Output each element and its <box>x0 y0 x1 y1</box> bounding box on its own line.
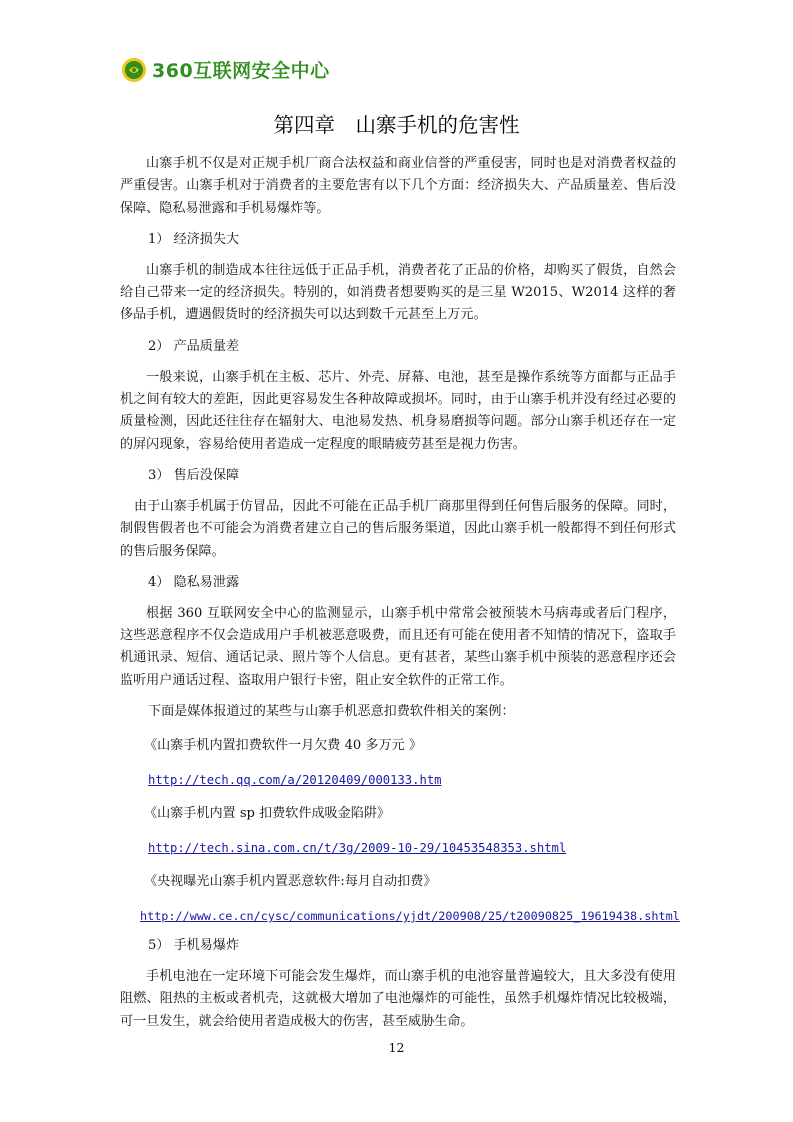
emblem-icon <box>121 57 147 83</box>
section-heading: 5） 手机易爆炸 <box>148 938 240 954</box>
section-heading: 1） 经济损失大 <box>148 231 240 247</box>
cases-intro: 下面是媒体报道过的某些与山寨手机恶意扣费软件相关的案例： <box>148 704 515 720</box>
case-link[interactable]: http://tech.qq.com/a/20120409/000133.htm <box>148 773 442 788</box>
case-link[interactable]: http://www.ce.cn/cysc/communications/yjdt/200908/25/t20090825_19619438.shtml <box>140 909 680 924</box>
page-number: 12 <box>388 1040 405 1055</box>
section-paragraph: 由于山寨手机属于仿冒品，因此不可能在正品手机厂商那里得到任何售后服务的保障。同时，制假售假者也不可能会为消费者建立自己的售后服务渠道，因此山寨手机一般都得不到任何形式的售后服务保障。 <box>120 498 676 559</box>
section-paragraph: 一般来说，山寨手机在主板、芯片、外壳、屏幕、电池，甚至是操作系统等方面都与正品手机之间有较大的差距，因此更容易发生各种故障或损坏。同时，由于山寨手机并没有经过必要的质量检测，因此还往往存在辐射大、电池易发热、机身易磨损等问题。部分山寨手机还存在一定的屏闪现象，容易给使用者造成一定程度的眼睛疲劳甚至是视力伤害。 <box>120 369 676 452</box>
case-title: 《央视曝光山寨手机内置恶意软件:每月自动扣费》 <box>144 874 437 890</box>
case-title: 《山寨手机内置扣费软件一月欠费 40 多万元 》 <box>144 738 422 754</box>
intro-paragraph: 山寨手机不仅是对正规手机厂商合法权益和商业信誉的严重侵害，同时也是对消费者权益的严重侵害。山寨手机对于消费者的主要危害有以下几个方面：经济损失大、产品质量差、售后没保障、隐私易泄露和手机易爆炸等。 <box>120 156 676 216</box>
section-heading: 4） 隐私易泄露 <box>148 574 240 590</box>
section-heading: 2） 产品质量差 <box>148 338 240 354</box>
logo-text: 360互联网安全中心 <box>152 60 330 82</box>
case-title: 《山寨手机内置 sp 扣费软件成吸金陷阱》 <box>144 806 391 822</box>
header-logo <box>121 56 330 83</box>
chapter-title: 第四章 山寨手机的危害性 <box>273 113 520 137</box>
section-heading: 3） 售后没保障 <box>148 467 240 483</box>
section-paragraph: 手机电池在一定环境下可能会发生爆炸，而山寨手机的电池容量普遍较大，且大多没有使用阻燃、阻热的主板或者机壳，这就极大增加了电池爆炸的可能性，虽然手机爆炸情况比较极端，可一旦发生，就会给使用者造成极大的伤害，甚至威胁生命。 <box>120 969 676 1029</box>
section-paragraph: 根据 360 互联网安全中心的监测显示，山寨手机中常常会被预装木马病毒或者后门程序，这些恶意程序不仅会造成用户手机被恶意吸费，而且还有可能在使用者不知情的情况下，盗取手机通讯录、短信、通话记录、照片等个人信息。更有甚者，某些山寨手机中预装的恶意程序还会监听用户通话过程、盗取用户银行卡密，阻止安全软件的正常工作。 <box>120 605 676 688</box>
case-link[interactable]: http://tech.sina.com.cn/t/3g/2009-10-29/10453548353.shtml <box>148 841 567 856</box>
section-paragraph: 山寨手机的制造成本往往远低于正品手机，消费者花了正品的价格，却购买了假货，自然会给自己带来一定的经济损失。特别的，如消费者想要购买的是三星 W2015、W2014 这样的奢侈品手机，遭遇假货时的经济损失可以达到数千元甚至上万元。 <box>120 262 676 323</box>
document-body <box>120 153 680 1033</box>
